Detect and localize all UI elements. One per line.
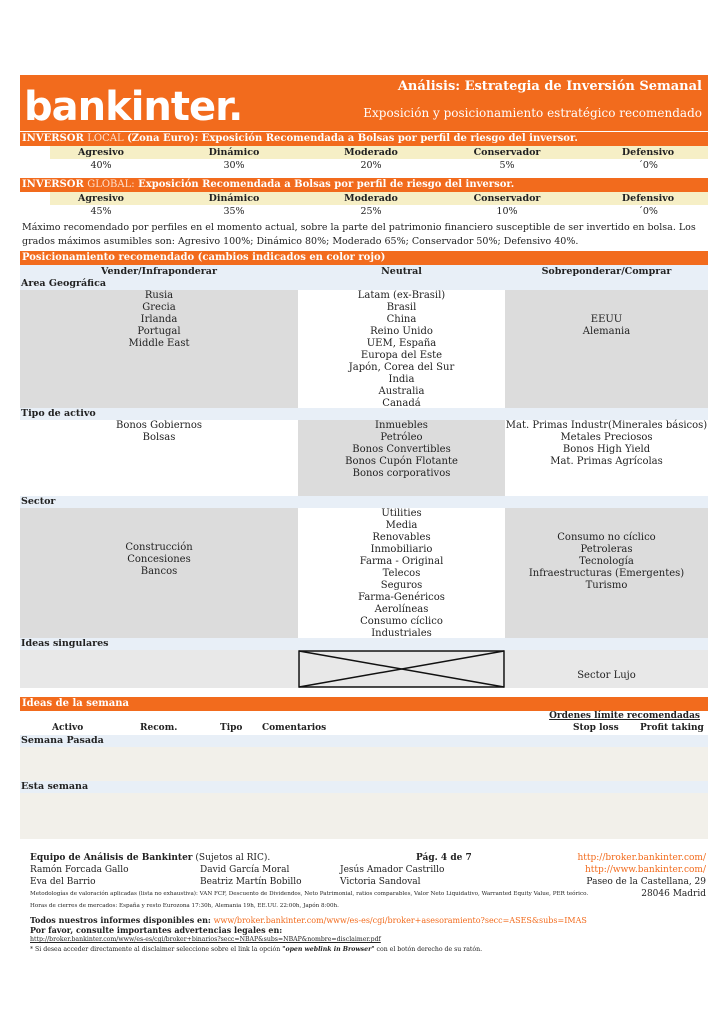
list-item: Seguros: [380, 580, 423, 591]
analyst-name: Eva del Barrio: [30, 877, 96, 887]
geo-neutral-column: [298, 290, 505, 408]
list-item: Petroleras: [580, 544, 633, 555]
weekly-ideas-section: [20, 697, 708, 839]
bankinter-link[interactable]: http://www.bankinter.com/: [585, 865, 706, 875]
list-item: Australia: [378, 386, 425, 397]
profile-label: Moderado: [316, 192, 426, 205]
list-item: Construcción: [125, 542, 193, 553]
list-item: China: [386, 314, 417, 325]
positioning-band: Posicionamiento recomendado (cambios indicados en color rojo): [20, 251, 708, 265]
page-subtitle: Exposición y posicionamiento estratégico recomendado: [363, 106, 702, 120]
list-item: Latam (ex-Brasil): [357, 290, 446, 301]
disclaimer-link[interactable]: http://broker.bankinter.com/www/es-es/cgi/broker+binarios?secc=NBAP&subs=NBAP&nombre=disclaimer.pdf: [30, 936, 381, 943]
col-activo: Activo: [52, 723, 84, 733]
ideas-sell-cell: [20, 650, 298, 688]
list-item: Reino Unido: [370, 326, 433, 337]
cross-out-mark: [298, 650, 505, 688]
list-item: India: [388, 374, 415, 385]
valuation-methods: Metodologías de valoración aplicadas (lista no exhaustiva): VAN FCF, Descuento de Dividendos, Neto Patrimonial, ratios comparables, Valor Neto Liquidativo, Warranted Equity Value, PER teórico.: [30, 891, 589, 897]
geo-grid: [20, 290, 708, 408]
geo-label: Area Geográfica: [20, 278, 708, 290]
page-title: Análisis: Estrategia de Inversión Semanal: [397, 79, 702, 94]
list-item: Sector Lujo: [577, 670, 636, 681]
this-week-rows: [20, 793, 708, 839]
ideas-neutral-crossed-cell: [298, 650, 505, 688]
list-item: Tecnología: [579, 556, 634, 567]
postal-code: 28046 Madrid: [641, 889, 706, 899]
weekly-ideas-header: [20, 711, 708, 735]
list-item: Bonos Convertibles: [352, 444, 451, 455]
footer: Equipo de Análisis de Bankinter (Sujetos al RIC). Pág. 4 de 7 http://broker.bankinter.com/ Ramón Forcada Gallo David García Moral Jesús Amador Castrillo http://www.bankinter.com/ Eva del Barrio Beatriz Martín Bobillo Victoria Sandoval Paseo de la Castellana, 29 Metodologías de valoración aplicadas (lista no exhaustiva): VAN FCF, Descuento de Dividendos, Neto Patrimonial, ratios comparables, Valor Neto Liquidativo, Warranted Equity Value, PER teórico. 28046 Madrid Horas de cierres de mercados: España y resto Eurozona 17:30h, Alemania 19h, EE.UU. 22:00h, Japón 8:00h. Todos nuestros informes disponibles en: www/broker.bankinter.com/www/es-es/cgi/broker+asesoramiento?secc=ASES&subs=IMAS Por favor, consulte importantes advertencias legales en: http://broker.bankinter.com/www/es-es/cgi/broker+binarios?secc=NBAP&subs=NBAP&nombre=disclaimer.pdf * Si desea acceder directamente al disclaimer seleccione sobre el link la opción "open weblink in Browser" con el botón derecho de su ratón.: [30, 853, 706, 953]
list-item: Rusia: [144, 290, 174, 301]
singular-ideas-grid: [20, 650, 708, 688]
global-profile-labels: [20, 192, 708, 205]
list-item: Grecia: [142, 302, 176, 313]
broker-link[interactable]: http://broker.bankinter.com/: [577, 853, 706, 863]
max-exposure-note: Máximo recomendado por perfiles en el momento actual, sobre la parte del patrimonio financiero susceptible de ser invertido en bolsa. Los grados máximos asumibles son: Agresivo 100%; Dinámico 80%; Moderado 65%; Conservador 50%; Defensivo 40%.: [22, 222, 696, 247]
sector-sell-column: [20, 508, 298, 638]
col-profit-taking: Profit taking: [640, 723, 704, 733]
geo-buy-column: [505, 290, 708, 408]
profile-label: Conservador: [426, 192, 588, 205]
list-item: Consumo cíclico: [360, 616, 443, 627]
asset-type-label: Tipo de activo: [20, 408, 708, 420]
list-item: Bolsas: [142, 432, 176, 443]
list-item: Industriales: [371, 628, 432, 639]
global-band: INVERSOR GLOBAL: Exposición Recomendada a Bolsas por perfil de riesgo del inversor.: [20, 178, 708, 192]
weekly-ideas-band: Ideas de la semana: [20, 697, 708, 711]
list-item: UEM, España: [366, 338, 437, 349]
list-item: Concesiones: [127, 554, 191, 565]
list-item: Farma-Genéricos: [358, 592, 445, 603]
list-item: Bonos Gobiernos: [115, 420, 203, 431]
list-item: Metales Preciosos: [560, 432, 653, 443]
team-title: Equipo de Análisis de Bankinter: [30, 853, 193, 863]
list-item: Middle East: [128, 338, 190, 349]
local-band: INVERSOR LOCAL (Zona Euro): Exposición Recomendada a Bolsas por perfil de riesgo del inversor.: [20, 132, 708, 146]
list-item: Inmobiliario: [370, 544, 433, 555]
list-item: Farma - Original: [359, 556, 444, 567]
market-hours: Horas de cierres de mercados: España y resto Eurozona 17:30h, Alemania 19h, EE.UU. 22:00h, Japón 8:00h.: [30, 903, 339, 909]
col-recom: Recom.: [140, 723, 178, 733]
list-item: Telecos: [382, 568, 421, 579]
list-item: Mat. Primas Industr(Minerales básicos): [505, 420, 708, 431]
header-banner: [20, 75, 708, 131]
profile-value: 10%: [496, 206, 518, 217]
analyst-name: Ramón Forcada Gallo: [30, 865, 129, 875]
list-item: Brasil: [386, 302, 417, 313]
profile-label: Moderado: [316, 146, 426, 159]
profile-value: 20%: [360, 160, 382, 171]
profile-label: Agresivo: [50, 192, 152, 205]
limit-orders-title: Ordenes límite recomendadas: [549, 711, 700, 721]
asset-sell-column: [20, 420, 298, 496]
profile-value: 30%: [223, 160, 245, 171]
list-item: Bonos Cupón Flotante: [345, 456, 458, 467]
asset-buy-column: [505, 420, 708, 496]
list-item: Canadá: [382, 398, 421, 409]
list-item: Europa del Este: [360, 350, 443, 361]
reports-label: Todos nuestros informes disponibles en:: [30, 915, 214, 925]
analyst-name: Victoria Sandoval: [340, 877, 421, 887]
list-item: Media: [385, 520, 418, 531]
asset-grid: [20, 420, 708, 496]
last-week-rows: [20, 747, 708, 781]
list-item: Mat. Primas Agrícolas: [550, 456, 663, 467]
header-sell: Vender/Infraponderar: [101, 266, 217, 277]
local-profile-labels: [20, 146, 708, 159]
list-item: Portugal: [137, 326, 181, 337]
profile-value: 45%: [90, 206, 112, 217]
positioning-section: [20, 251, 708, 688]
address-line: Paseo de la Castellana, 29: [586, 877, 706, 887]
list-item: Turismo: [585, 580, 628, 591]
profile-label: Dinámico: [152, 192, 316, 205]
global-profile-values: [20, 205, 708, 218]
profile-value: 25%: [360, 206, 382, 217]
list-item: Petróleo: [380, 432, 423, 443]
sector-label: Sector: [20, 496, 708, 508]
profile-value: ´0%: [638, 160, 658, 171]
last-week-label: Semana Pasada: [20, 735, 708, 747]
list-item: Irlanda: [140, 314, 178, 325]
col-tipo: Tipo: [220, 723, 243, 733]
analyst-name: Jesús Amador Castrillo: [340, 865, 445, 875]
profile-value: 35%: [223, 206, 245, 217]
list-item: Utilities: [381, 508, 422, 519]
profile-label: Defensivo: [588, 146, 708, 159]
this-week-label: Esta semana: [20, 781, 708, 793]
global-investor-section: [20, 178, 708, 218]
list-item: Bancos: [140, 566, 178, 577]
profile-label: Agresivo: [50, 146, 152, 159]
sector-neutral-column: [298, 508, 505, 638]
sector-grid: [20, 508, 708, 638]
analyst-name: David García Moral: [200, 865, 290, 875]
profile-label: Conservador: [426, 146, 588, 159]
list-item: Bonos High Yield: [562, 444, 651, 455]
profile-label: Dinámico: [152, 146, 316, 159]
page-number: Pág. 4 de 7: [416, 853, 472, 863]
local-profile-values: [20, 159, 708, 172]
sector-buy-column: [505, 508, 708, 638]
profile-value: 40%: [90, 160, 112, 171]
profile-value: 5%: [499, 160, 515, 171]
list-item: Aerolíneas: [374, 604, 429, 615]
list-item: Infraestructuras (Emergentes): [528, 568, 685, 579]
profile-label: Defensivo: [588, 192, 708, 205]
profile-value: ´0%: [638, 206, 658, 217]
col-stop-loss: Stop loss: [573, 723, 619, 733]
reports-link[interactable]: www/broker.bankinter.com/www/es-es/cgi/broker+asesoramiento?secc=ASES&subs=IMAS: [213, 916, 587, 925]
list-item: Alemania: [582, 326, 631, 337]
analyst-name: Beatriz Martín Bobillo: [200, 877, 302, 887]
header-buy: Sobreponderar/Comprar: [541, 266, 672, 277]
list-item: Consumo no cíclico: [557, 532, 656, 543]
list-item: EEUU: [590, 314, 623, 325]
geo-sell-column: [20, 290, 298, 408]
list-item: Inmuebles: [375, 420, 428, 431]
col-comentarios: Comentarios: [262, 723, 327, 733]
header-neutral: Neutral: [381, 266, 422, 277]
disclaimer-label: Por favor, consulte importantes advertencias legales en:: [30, 925, 283, 935]
singular-ideas-label: Ideas singulares: [20, 638, 708, 650]
asset-neutral-column: [298, 420, 505, 496]
local-investor-section: [20, 132, 708, 172]
ideas-buy-column: [505, 650, 708, 688]
list-item: Japón, Corea del Sur: [348, 362, 455, 373]
list-item: Bonos corporativos: [352, 468, 451, 479]
bankinter-logo: bankinter.: [24, 84, 243, 130]
positioning-headers: [20, 265, 708, 278]
list-item: Renovables: [372, 532, 431, 543]
